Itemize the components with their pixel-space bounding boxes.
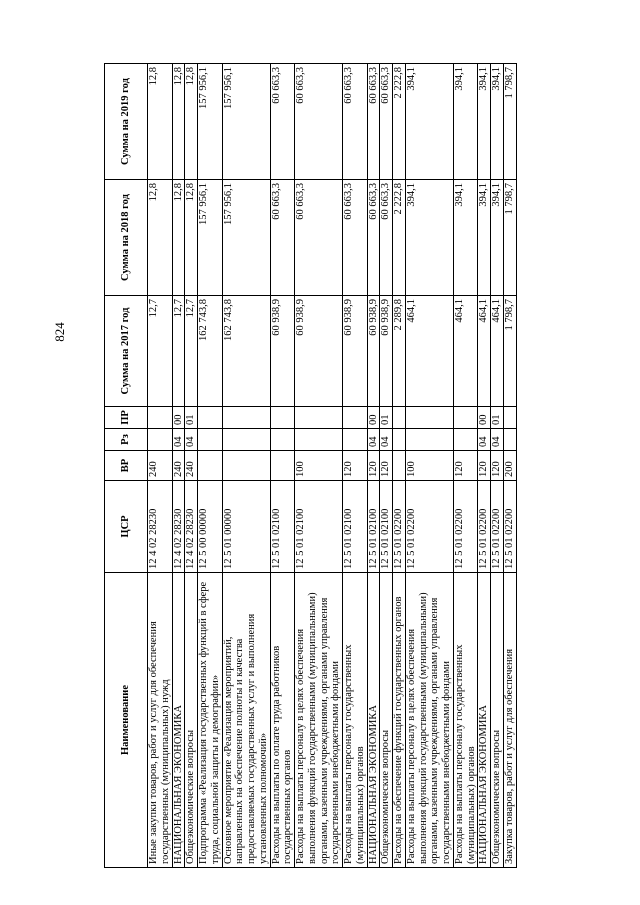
row-rz bbox=[453, 429, 478, 451]
row-pr bbox=[222, 407, 270, 429]
row-sum-2018: 157 956,1 bbox=[222, 180, 270, 296]
row-name: Расходы на выплаты персоналу государственных (муниципальных) органов bbox=[453, 573, 478, 868]
row-sum-2018: 394,1 bbox=[453, 180, 478, 296]
row-rz bbox=[148, 429, 173, 451]
row-name: Расходы на выплаты персоналу в целях обеспечения выполнения функций государственными (муниципальными) органами, казенными учреждениями, органами управления государственными внебюджетными фондами bbox=[295, 573, 343, 868]
row-sum-2017: 1 798,7 bbox=[503, 296, 516, 407]
row-name: НАЦИОНАЛЬНАЯ ЭКОНОМИКА bbox=[478, 573, 491, 868]
row-rz: 04 bbox=[491, 429, 504, 451]
row-pr bbox=[405, 407, 453, 429]
row-sum-2017: 464,1 bbox=[491, 296, 504, 407]
row-sum-2019: 12,8 bbox=[148, 64, 173, 180]
header-vr: ВР bbox=[105, 451, 148, 481]
table-row bbox=[270, 64, 295, 868]
row-sum-2019: 60 663,3 bbox=[270, 64, 295, 180]
row-sum-2018: 60 663,3 bbox=[343, 180, 368, 296]
table-row bbox=[503, 64, 516, 868]
row-vr: 100 bbox=[295, 451, 343, 481]
row-vr: 120 bbox=[380, 451, 393, 481]
row-name: Иные закупки товаров, работ и услуг для обеспечения государственных (муниципальных) нужд bbox=[148, 573, 173, 868]
table-row bbox=[172, 64, 185, 868]
row-pr bbox=[198, 407, 223, 429]
row-rz: 04 bbox=[367, 429, 380, 451]
header-sum-2018: Сумма на 2018 год bbox=[105, 180, 148, 296]
row-rz bbox=[405, 429, 453, 451]
row-sum-2018: 60 663,3 bbox=[367, 180, 380, 296]
row-sum-2017: 464,1 bbox=[478, 296, 491, 407]
row-sum-2019: 394,1 bbox=[453, 64, 478, 180]
row-csr: 12 5 01 02100 bbox=[380, 481, 393, 573]
row-csr: 12 4 02 28230 bbox=[172, 481, 185, 573]
table-row bbox=[478, 64, 491, 868]
row-sum-2019: 60 663,3 bbox=[295, 64, 343, 180]
row-sum-2019: 60 663,3 bbox=[380, 64, 393, 180]
row-sum-2018: 60 663,3 bbox=[380, 180, 393, 296]
row-pr bbox=[393, 407, 406, 429]
row-sum-2019: 60 663,3 bbox=[343, 64, 368, 180]
row-vr: 200 bbox=[503, 451, 516, 481]
row-pr: 00 bbox=[367, 407, 380, 429]
row-sum-2019: 394,1 bbox=[405, 64, 453, 180]
table-body bbox=[148, 64, 517, 868]
row-name: Расходы на обеспечение функций государственных органов bbox=[393, 573, 406, 868]
row-name: Основное мероприятие «Реализация мероприятий, направленных на обеспечение полноты и качества предоставляемых государственных услуг и выполнения установленных полномочий» bbox=[222, 573, 270, 868]
row-vr: 120 bbox=[478, 451, 491, 481]
row-vr: 120 bbox=[453, 451, 478, 481]
row-csr: 12 5 01 02200 bbox=[478, 481, 491, 573]
row-rz: 04 bbox=[185, 429, 198, 451]
row-pr bbox=[453, 407, 478, 429]
row-csr: 12 5 01 02100 bbox=[295, 481, 343, 573]
row-pr bbox=[295, 407, 343, 429]
row-sum-2018: 60 663,3 bbox=[270, 180, 295, 296]
row-csr: 12 4 02 28230 bbox=[185, 481, 198, 573]
row-name: Закупка товаров, работ и услуг для обеспечения bbox=[503, 573, 516, 868]
row-sum-2017: 162 743,8 bbox=[198, 296, 223, 407]
row-rz bbox=[198, 429, 223, 451]
row-sum-2017: 60 938,9 bbox=[380, 296, 393, 407]
row-sum-2018: 2 222,8 bbox=[393, 180, 406, 296]
row-rz bbox=[393, 429, 406, 451]
row-pr: 01 bbox=[491, 407, 504, 429]
row-sum-2018: 1 798,7 bbox=[503, 180, 516, 296]
row-rz bbox=[295, 429, 343, 451]
header-sum-2017: Сумма на 2017 год bbox=[105, 296, 148, 407]
table-row bbox=[185, 64, 198, 868]
row-sum-2017: 12,7 bbox=[172, 296, 185, 407]
row-pr: 01 bbox=[380, 407, 393, 429]
row-vr: 240 bbox=[185, 451, 198, 481]
row-name: Подпрограмма «Реализация государственных функций в сфере труда, социальной защиты и демографии» bbox=[198, 573, 223, 868]
row-vr: 240 bbox=[148, 451, 173, 481]
table-row bbox=[295, 64, 343, 868]
row-name: Общеэкономические вопросы bbox=[380, 573, 393, 868]
row-sum-2018: 12,8 bbox=[148, 180, 173, 296]
table-row bbox=[405, 64, 453, 868]
row-sum-2019: 394,1 bbox=[478, 64, 491, 180]
row-csr: 12 4 02 28230 bbox=[148, 481, 173, 573]
row-pr bbox=[270, 407, 295, 429]
row-sum-2018: 394,1 bbox=[491, 180, 504, 296]
page-number: 824 bbox=[52, 322, 67, 342]
table-row bbox=[198, 64, 223, 868]
row-pr: 00 bbox=[172, 407, 185, 429]
row-rz bbox=[343, 429, 368, 451]
row-sum-2018: 12,8 bbox=[172, 180, 185, 296]
row-vr bbox=[393, 451, 406, 481]
row-vr: 120 bbox=[343, 451, 368, 481]
header-csr: ЦСР bbox=[105, 481, 148, 573]
row-vr: 240 bbox=[172, 451, 185, 481]
rotated-table-container bbox=[104, 64, 563, 868]
row-rz bbox=[270, 429, 295, 451]
row-csr: 12 5 01 02200 bbox=[393, 481, 406, 573]
header-name: Наименование bbox=[105, 573, 148, 868]
row-csr: 12 5 01 02200 bbox=[503, 481, 516, 573]
header-sum-2019: Сумма на 2019 год bbox=[105, 64, 148, 180]
row-sum-2019: 60 663,3 bbox=[367, 64, 380, 180]
row-pr: 01 bbox=[185, 407, 198, 429]
row-sum-2019: 12,8 bbox=[172, 64, 185, 180]
row-pr bbox=[503, 407, 516, 429]
row-sum-2019: 394,1 bbox=[491, 64, 504, 180]
row-vr bbox=[198, 451, 223, 481]
row-name: Общеэкономические вопросы bbox=[185, 573, 198, 868]
row-sum-2018: 12,8 bbox=[185, 180, 198, 296]
table-header-row bbox=[105, 64, 148, 868]
row-rz bbox=[503, 429, 516, 451]
row-rz: 04 bbox=[380, 429, 393, 451]
row-sum-2018: 394,1 bbox=[405, 180, 453, 296]
row-sum-2017: 60 938,9 bbox=[270, 296, 295, 407]
row-sum-2018: 157 956,1 bbox=[198, 180, 223, 296]
budget-table bbox=[104, 63, 517, 868]
table-row bbox=[367, 64, 380, 868]
row-vr bbox=[222, 451, 270, 481]
row-rz bbox=[222, 429, 270, 451]
table-row bbox=[453, 64, 478, 868]
row-name: Расходы на выплаты по оплате труда работников государственных органов bbox=[270, 573, 295, 868]
row-sum-2017: 60 938,9 bbox=[343, 296, 368, 407]
row-sum-2017: 162 743,8 bbox=[222, 296, 270, 407]
table-row bbox=[393, 64, 406, 868]
row-name: Общеэкономические вопросы bbox=[491, 573, 504, 868]
row-sum-2017: 60 938,9 bbox=[367, 296, 380, 407]
row-vr bbox=[270, 451, 295, 481]
table-row bbox=[343, 64, 368, 868]
row-sum-2019: 157 956,1 bbox=[198, 64, 223, 180]
table-row bbox=[222, 64, 270, 868]
row-sum-2017: 12,7 bbox=[185, 296, 198, 407]
row-name: Расходы на выплаты персоналу в целях обеспечения выполнения функций государственными (муниципальными) органами, казенными учреждениями, органами управления государственными внебюджетными фондами bbox=[405, 573, 453, 868]
row-csr: 12 5 01 02100 bbox=[343, 481, 368, 573]
header-pr: ПР bbox=[105, 407, 148, 429]
row-sum-2019: 12,8 bbox=[185, 64, 198, 180]
row-pr: 00 bbox=[478, 407, 491, 429]
row-name: НАЦИОНАЛЬНАЯ ЭКОНОМИКА bbox=[172, 573, 185, 868]
row-vr: 100 bbox=[405, 451, 453, 481]
row-vr: 120 bbox=[491, 451, 504, 481]
row-sum-2017: 12,7 bbox=[148, 296, 173, 407]
row-sum-2019: 1 798,7 bbox=[503, 64, 516, 180]
row-pr bbox=[343, 407, 368, 429]
row-sum-2019: 157 956,1 bbox=[222, 64, 270, 180]
row-sum-2018: 60 663,3 bbox=[295, 180, 343, 296]
header-rz: Рз bbox=[105, 429, 148, 451]
row-rz: 04 bbox=[478, 429, 491, 451]
row-sum-2017: 464,1 bbox=[405, 296, 453, 407]
row-name: НАЦИОНАЛЬНАЯ ЭКОНОМИКА bbox=[367, 573, 380, 868]
row-csr: 12 5 01 00000 bbox=[222, 481, 270, 573]
row-csr: 12 5 01 02200 bbox=[453, 481, 478, 573]
row-csr: 12 5 01 02200 bbox=[405, 481, 453, 573]
row-rz: 04 bbox=[172, 429, 185, 451]
row-sum-2017: 2 289,8 bbox=[393, 296, 406, 407]
row-name: Расходы на выплаты персоналу государственных (муниципальных) органов bbox=[343, 573, 368, 868]
row-sum-2019: 2 222,8 bbox=[393, 64, 406, 180]
row-sum-2018: 394,1 bbox=[478, 180, 491, 296]
row-sum-2017: 60 938,9 bbox=[295, 296, 343, 407]
table-row bbox=[148, 64, 173, 868]
row-csr: 12 5 01 02200 bbox=[491, 481, 504, 573]
table-row bbox=[491, 64, 504, 868]
row-sum-2017: 464,1 bbox=[453, 296, 478, 407]
row-csr: 12 5 01 02100 bbox=[367, 481, 380, 573]
row-csr: 12 5 00 00000 bbox=[198, 481, 223, 573]
row-vr: 120 bbox=[367, 451, 380, 481]
table-row bbox=[380, 64, 393, 868]
row-csr: 12 5 01 02100 bbox=[270, 481, 295, 573]
row-pr bbox=[148, 407, 173, 429]
